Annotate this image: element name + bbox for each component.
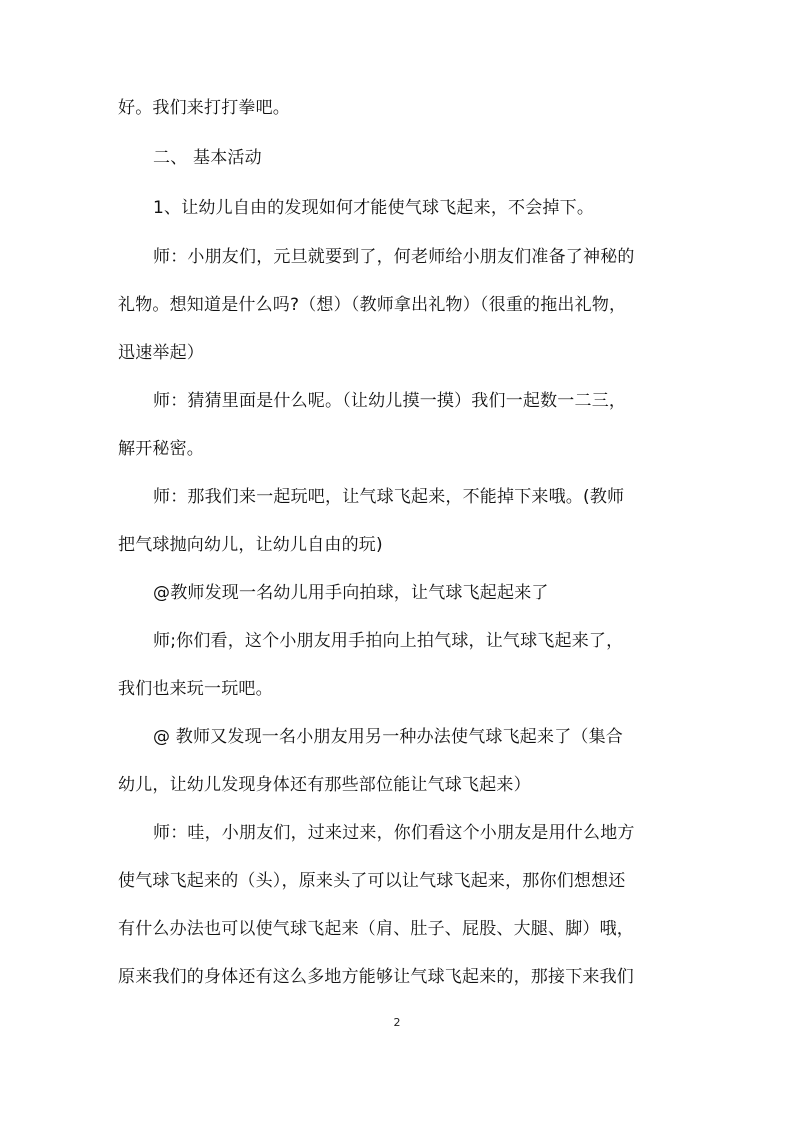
text-line-7: 师：猜猜里面是什么呢。（让幼儿摸一摸）我们一起数一二三， <box>153 391 627 411</box>
text-line-19: 原来我们的身体还有这么多地方能够让气球飞起来的，那接下来我们 <box>118 967 634 987</box>
text-line-8: 解开秘密。 <box>118 439 204 459</box>
page-number: 2 <box>393 1016 401 1029</box>
text-line-13: 我们也来玩一玩吧。 <box>118 679 273 699</box>
text-line-6: 迅速举起） <box>118 343 204 363</box>
text-line-10: 把气球抛向幼儿，让幼儿自由的玩) <box>118 535 383 555</box>
text-line-11: @教师发现一名幼儿用手向拍球，让气球飞起起来了 <box>153 583 549 603</box>
text-line-14: @ 教师又发现一名小朋友用另一种办法使气球飞起来了（集合 <box>153 727 624 747</box>
text-line-4: 师：小朋友们，元旦就要到了，何老师给小朋友们准备了神秘的 <box>153 247 635 267</box>
text-line-1: 好。我们来打打拳吧。 <box>118 98 290 118</box>
section-heading-basic-activity: 二、 基本活动 <box>153 148 262 168</box>
text-line-3: 1、让幼儿自由的发现如何才能使气球飞起来，不会掉下。 <box>153 198 595 218</box>
text-line-15: 幼儿，让幼儿发现身体还有那些部位能让气球飞起来） <box>118 775 531 795</box>
text-line-18: 有什么办法也可以使气球飞起来（肩、肚子、屁股、大腿、脚）哦， <box>118 919 634 939</box>
text-line-17: 使气球飞起来的（头），原来头了可以让气球飞起来，那你们想想还 <box>118 871 626 891</box>
text-line-12: 师;你们看，这个小朋友用手拍向上拍气球，让气球飞起来了， <box>153 631 624 651</box>
text-line-5: 礼物。想知道是什么吗?（想）（教师拿出礼物）（很重的拖出礼物， <box>118 295 627 315</box>
text-line-9: 师：那我们来一起玩吧，让气球飞起来，不能掉下来哦。(教师 <box>153 487 625 507</box>
text-line-16: 师：哇，小朋友们，过来过来，你们看这个小朋友是用什么地方 <box>153 823 635 843</box>
